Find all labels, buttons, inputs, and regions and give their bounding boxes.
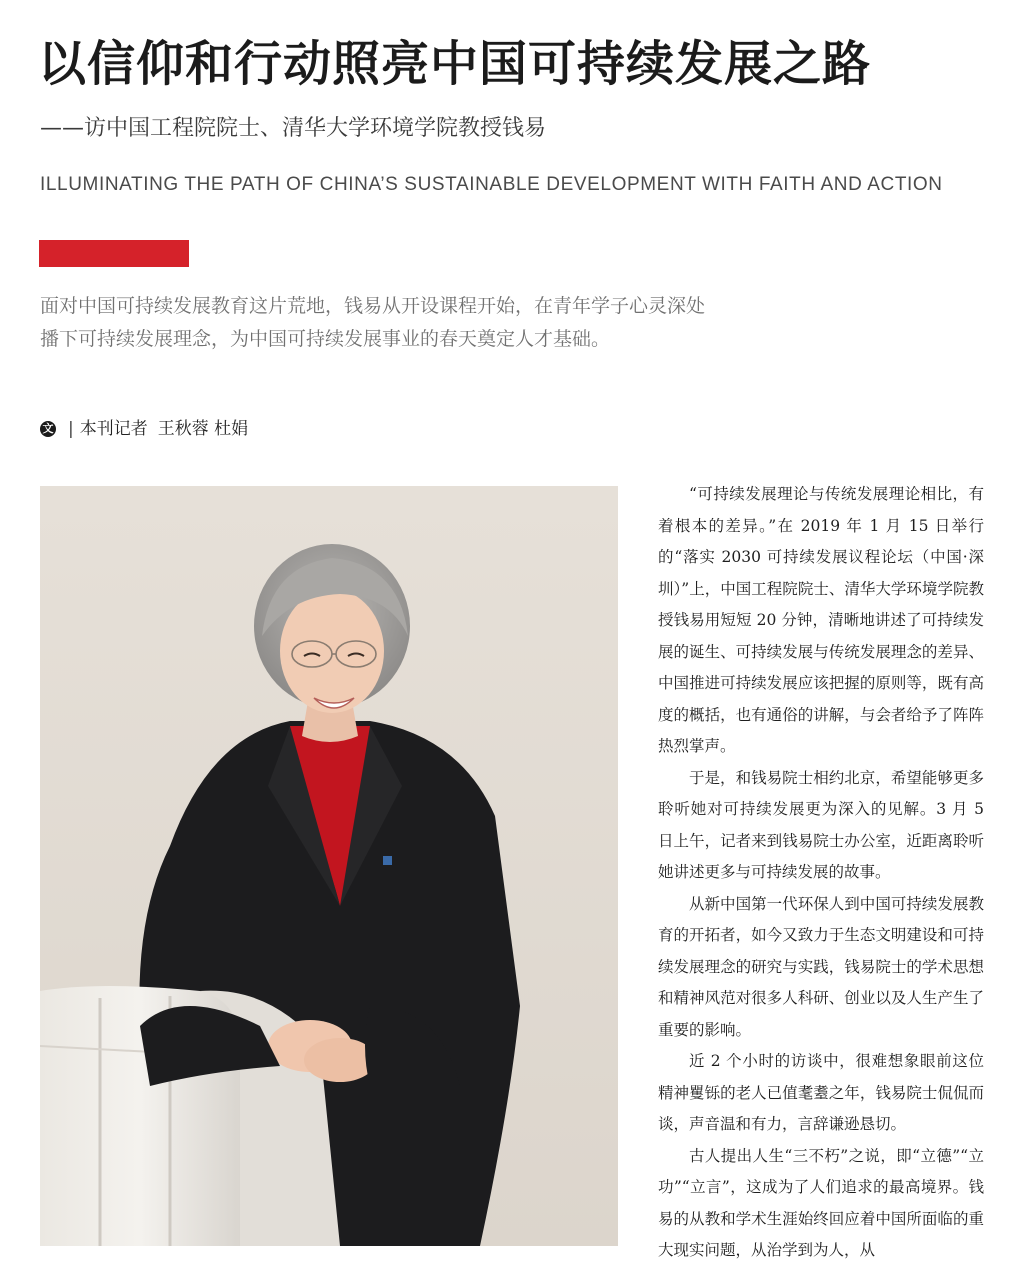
accent-bar bbox=[39, 240, 189, 267]
byline-authors: 王秋蓉 杜娟 bbox=[157, 419, 249, 439]
article-body bbox=[658, 479, 984, 1267]
article-subtitle: ——访中国工程院院士、清华大学环境学院教授钱易 bbox=[40, 116, 547, 141]
lead-line: 播下可持续发展理念，为中国可持续发展事业的春天奠定人才基础。 bbox=[40, 328, 611, 350]
portrait-photo bbox=[40, 486, 618, 1246]
english-title: ILLUMINATING THE PATH OF CHINA’S SUSTAINABLE DEVELOPMENT WITH FAITH AND ACTION bbox=[40, 174, 943, 195]
lead-paragraph bbox=[40, 290, 840, 356]
body-paragraph: 从新中国第一代环保人到中国可持续发展教育的开拓者，如今又致力于生态文明建设和可持续发展理念的研究与实践，钱易院士的学术思想和精神风范对很多人科研、创业以及人生产生了重要的影响。 bbox=[658, 894, 984, 1039]
article-text-icon: 文 bbox=[40, 421, 56, 437]
body-paragraph: 近 2 个小时的访谈中，很难想象眼前这位精神矍铄的老人已值耄耋之年，钱易院士侃侃而谈，声音温和有力，言辞谦逊恳切。 bbox=[658, 1052, 984, 1133]
body-paragraph: 于是，和钱易院士相约北京，希望能够更多聆听她对可持续发展更为深入的见解。3 月 5 日上午，记者来到钱易院士办公室，近距离聆听她讲述更多与可持续发展的故事。 bbox=[658, 768, 984, 881]
body-paragraph: 古人提出人生“三不朽”之说，即“立德”“立功”“立言”，这成为了人们追求的最高境界。钱易的从教和学术生涯始终回应着中国所面临的重大现实问题，从治学到为人，从 bbox=[658, 1146, 984, 1259]
lead-line: 面对中国可持续发展教育这片荒地，钱易从开设课程开始，在青年学子心灵深处 bbox=[40, 295, 706, 317]
article-title: 以信仰和行动照亮中国可持续发展之路 bbox=[38, 36, 872, 92]
byline bbox=[40, 416, 248, 442]
byline-label: 本刊记者 bbox=[79, 419, 148, 439]
body-paragraph: “可持续发展理论与传统发展理论相比，有着根本的差异。”在 2019 年 1 月 15 日举行的“落实 2030 可持续发展议程论坛（中国·深圳）”上，中国工程院院士、清华大学环境学院教授钱易用短短 20 分钟，清晰地讲述了可持续发展的诞生、可持续发展与传统发展理念的差异、中国推进可持续发展应该把握的原则等，既有高度的概括，也有通俗的讲解，与会者给予了阵阵热烈掌声。 bbox=[658, 485, 984, 755]
byline-separator: | bbox=[68, 419, 74, 439]
